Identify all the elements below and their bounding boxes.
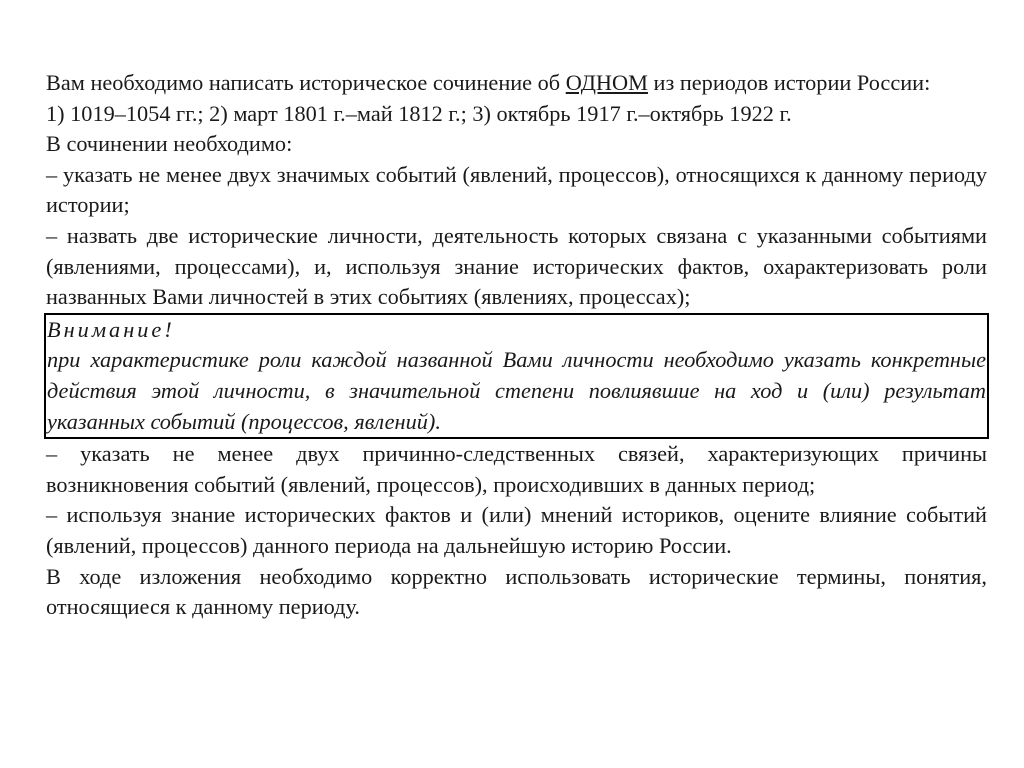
requirement-2: – назвать две исторические личности, деятельность которых связана с указанными событиями (явлениями, процессами), и, используя знание исторических фактов, охарактеризовать роли названных Вами личностей в этих событиях (явлениях, процессах); [46,222,987,310]
attention-box [44,313,989,439]
intro-text-before: Вам необходимо написать историческое сочинение об [46,70,566,95]
essay-instructions [46,68,987,623]
intro-paragraph [46,68,987,99]
attention-title-text: Внимание! [47,316,175,342]
requirement-1: – указать не менее двух значимых событий (явлений, процессов), относящихся к данному периоду истории; [46,161,987,218]
attention-title [47,315,986,346]
attention-text: при характеристике роли каждой названной Вами личности необходимо указать конкретные действия этой личности, в значительной степени повлиявшие на ход и (или) результат указанных событий (процессов, явлений). [47,347,986,434]
intro-emphasis: ОДНОМ [565,70,648,95]
requirement-4: – используя знание исторических фактов и (или) мнений историков, оцените влияние событий (явлений, процессов) данного периода на дальнейшую историю России. [46,502,987,558]
requirements-heading: В сочинении необходимо: [46,131,293,157]
requirement-3: – указать не менее двух причинно-следственных связей, характеризующих причины возникновения событий (явлений, процессов), происходивших в данных период; [46,441,987,497]
periods-list: 1) 1019–1054 гг.; 2) март 1801 г.–май 1812 г.; 3) октябрь 1917 г.–октябрь 1922 г. [46,100,792,126]
intro-text-after: из периодов истории России: [647,70,931,95]
closing-paragraph: В ходе изложения необходимо корректно использовать исторические термины, понятия, относящиеся к данному периоду. [46,563,987,620]
